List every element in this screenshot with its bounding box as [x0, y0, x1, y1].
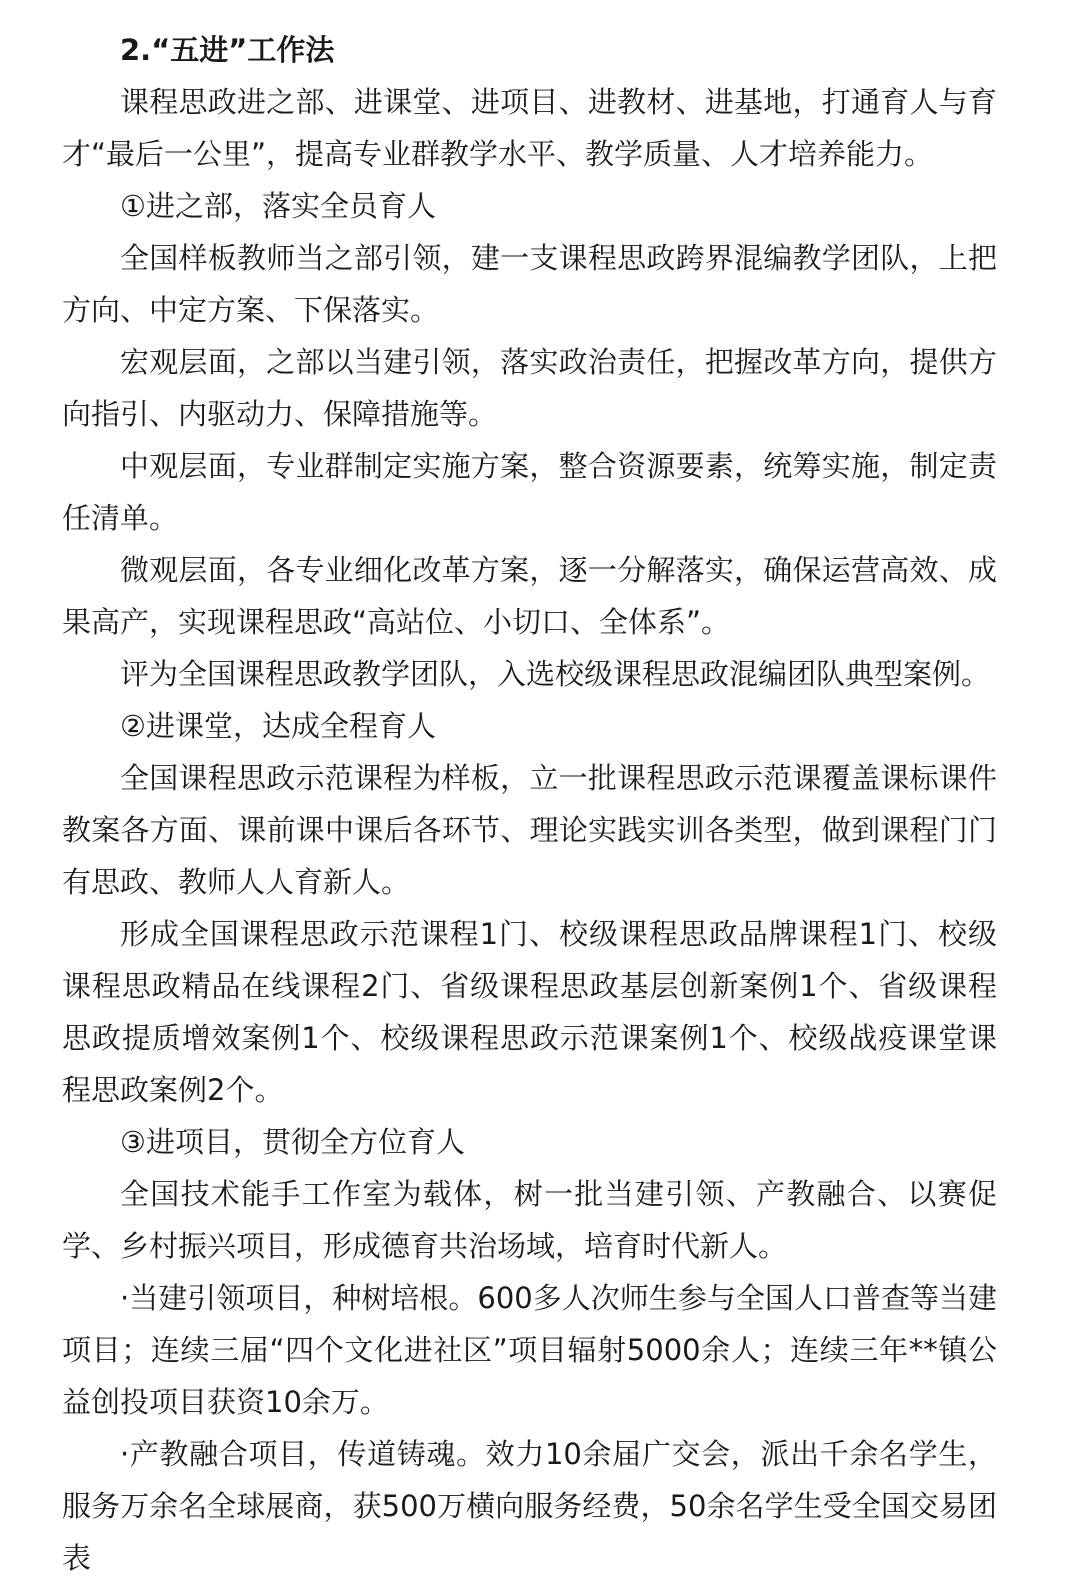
section-heading: 2.“五进”工作法 [120, 33, 335, 67]
document-body [62, 76, 997, 1584]
body-paragraph: 微观层面，各专业细化改革方案，逐一分解落实，确保运营高效、成果高产，实现课程思政“高站位、小切口、全体系”。 [62, 553, 997, 639]
body-paragraph: 全国课程思政示范课程为样板，立一批课程思政示范课覆盖课标课件教案各方面、课前课中课后各环节、理论实践实训各类型，做到课程门门有思政、教师人人育新人。 [62, 761, 997, 899]
body-paragraph: 形成全国课程思政示范课程1门、校级课程思政品牌课程1门、校级课程思政精品在线课程2门、省级课程思政基层创新案例1个、省级课程思政提质增效案例1个、校级课程思政示范课案例1个、校级战疫课堂课程思政案例2个。 [62, 917, 997, 1107]
body-paragraph: 全国技术能手工作室为载体，树一批当建引领、产教融合、以赛促学、乡村振兴项目，形成德育共治场域，培育时代新人。 [62, 1177, 997, 1263]
body-paragraph: 评为全国课程思政教学团队，入选校级课程思政混编团队典型案例。 [120, 657, 991, 691]
document-page [62, 24, 997, 1584]
body-paragraph: ·产教融合项目，传道铸魂。效力10余届广交会，派出千余名学生，服务万余名全球展商，获500万横向服务经费，50余名学生受全国交易团表 [62, 1437, 997, 1575]
body-paragraph: ·当建引领项目，种树培根。600多人次师生参与全国人口普查等当建项目；连续三届“四个文化进社区”项目辐射5000余人；连续三年**镇公益创投项目获资10余万。 [62, 1281, 997, 1419]
body-paragraph: 中观层面，专业群制定实施方案，整合资源要素，统筹实施，制定责任清单。 [62, 449, 997, 535]
subsection-heading: ③进项目，贯彻全方位育人 [120, 1125, 465, 1159]
body-paragraph: 全国样板教师当之部引领，建一支课程思政跨界混编教学团队，上把方向、中定方案、下保落实。 [62, 241, 997, 327]
body-paragraph: 课程思政进之部、进课堂、进项目、进教材、进基地，打通育人与育才“最后一公里”，提高专业群教学水平、教学质量、人才培养能力。 [62, 85, 997, 171]
subsection-heading: ②进课堂，达成全程育人 [120, 709, 436, 743]
subsection-heading: ①进之部，落实全员育人 [120, 189, 436, 223]
body-paragraph: 宏观层面，之部以当建引领，落实政治责任，把握改革方向，提供方向指引、内驱动力、保障措施等。 [62, 345, 997, 431]
